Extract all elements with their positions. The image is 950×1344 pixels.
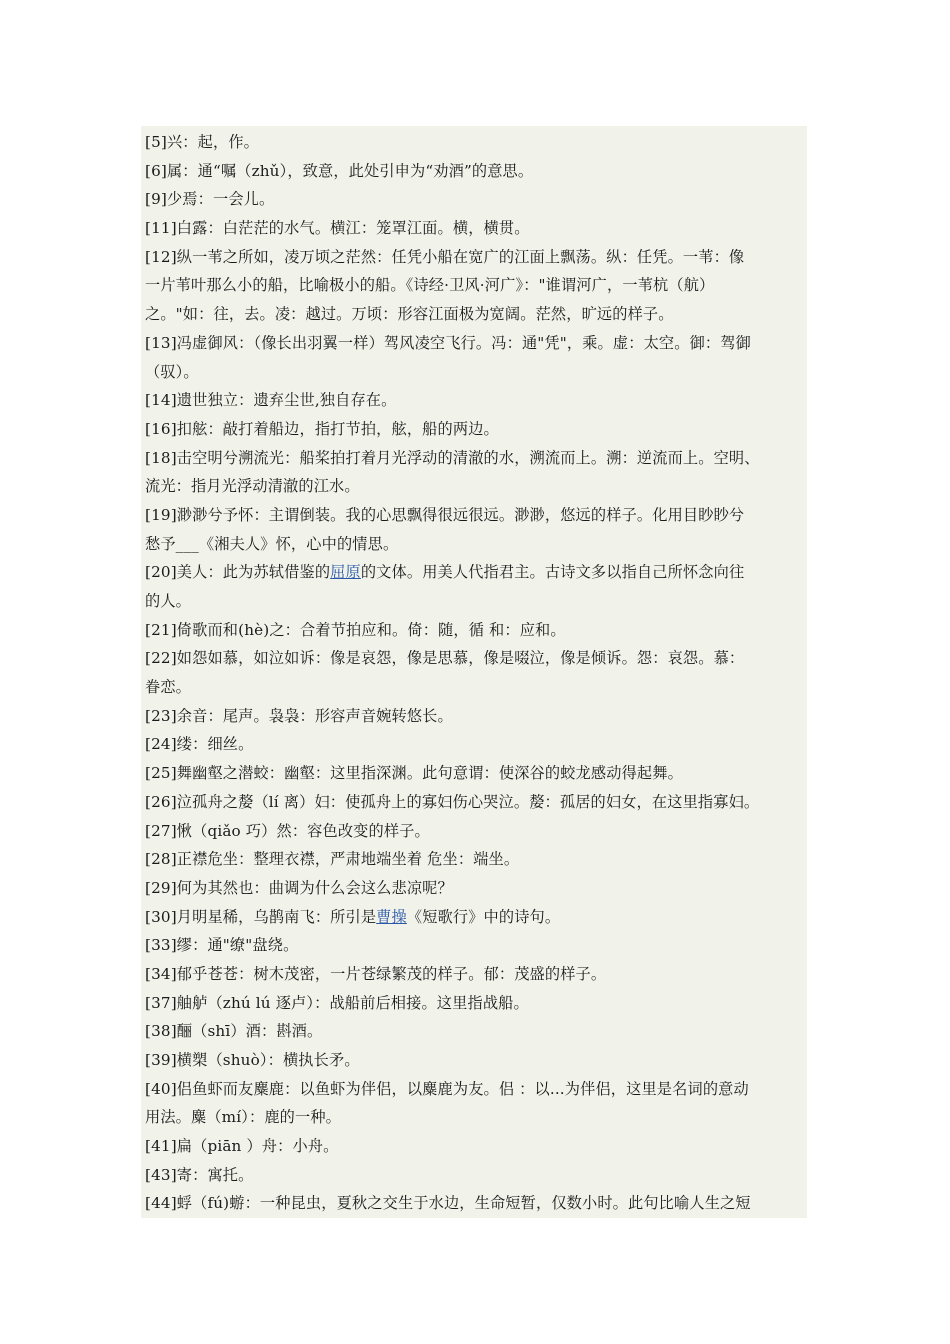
annotation-text: 之。"如：往，去。凌：越过。万顷：形容江面极为宽阔。茫然，旷远的样子。 [145, 305, 674, 324]
annotation-text: [20]美人：此为苏轼借鉴的 [145, 563, 331, 582]
annotation-text: 《短歌行》中的诗句。 [406, 907, 561, 926]
annotation-text: [23]余音：尾声。袅袅：形容声音婉转悠长。 [145, 706, 453, 725]
annotation-text: 的人。 [145, 592, 192, 610]
annotation-line [145, 157, 803, 186]
annotation-line [145, 358, 803, 387]
annotation-line [145, 386, 803, 415]
annotation-text: [6]属：通“嘱（zhǔ），致意，此处引申为“劝酒”的意思。 [145, 161, 534, 180]
annotation-link[interactable]: 屈原 [330, 563, 361, 582]
annotation-text: [27]愀（qiǎo 巧）然：容色改变的样子。 [145, 821, 430, 840]
annotation-panel [141, 126, 807, 1218]
annotation-line [145, 931, 803, 960]
annotation-text: [37]舳舻（zhú lú 逐卢）：战船前后相接。这里指战船。 [145, 993, 529, 1012]
annotation-text: [25]舞幽壑之潜蛟：幽壑：这里指深渊。此句意谓：使深谷的蛟龙感动得起舞。 [145, 764, 683, 783]
annotation-line [145, 1103, 803, 1132]
annotation-line [145, 1189, 803, 1218]
annotation-text: [43]寄：寓托。 [145, 1165, 254, 1184]
annotation-line [145, 444, 803, 473]
annotation-text: 流光：指月光浮动清澈的江水。 [145, 477, 360, 496]
annotation-text: [18]击空明兮溯流光：船桨拍打着月光浮动的清澈的水，溯流而上。溯：逆流而上。空明、 [145, 448, 760, 467]
annotation-text: 愁予___《湘夫人》怀，心中的情思。 [145, 534, 399, 553]
annotation-text: [22]如怨如慕，如泣如诉：像是哀怨，像是思慕，像是啜泣，像是倾诉。怨：哀怨。慕： [145, 649, 745, 668]
annotation-text: [9]少焉：一会儿。 [145, 190, 275, 209]
annotation-line [145, 300, 803, 329]
annotation-line [145, 185, 803, 214]
annotation-line [145, 558, 803, 587]
annotation-line [145, 530, 803, 559]
annotation-text: [30]月明星稀，乌鹊南飞：所引是 [145, 907, 377, 926]
annotation-line [145, 616, 803, 645]
annotation-line [145, 960, 803, 989]
annotation-line [145, 501, 803, 530]
annotation-line [145, 788, 803, 817]
annotation-text: [16]扣舷：敲打着船边，指打节拍，舷，船的两边。 [145, 419, 499, 438]
annotation-line [145, 874, 803, 903]
annotation-line [145, 329, 803, 358]
annotation-text: 用法。麋（mí）：鹿的一种。 [145, 1108, 342, 1127]
annotation-text: [33]缪：通"缭"盘绕。 [145, 936, 299, 955]
annotation-line [145, 271, 803, 300]
annotation-line [145, 1132, 803, 1161]
annotation-line [145, 903, 803, 932]
annotation-text: [28]正襟危坐：整理衣襟，严肃地端坐着 危坐：端坐。 [145, 850, 520, 869]
annotation-line [145, 243, 803, 272]
annotation-text: [21]倚歌而和(hè)之：合着节拍应和。倚：随，循 和：应和。 [145, 620, 566, 639]
annotation-text: [38]酾（shī）酒：斟酒。 [145, 1022, 323, 1041]
annotation-link[interactable]: 曹操 [376, 907, 407, 926]
annotation-line [145, 415, 803, 444]
annotation-text: [5]兴：起，作。 [145, 133, 259, 151]
annotation-line [145, 587, 803, 616]
annotation-text: 一片苇叶那么小的船，比喻极小的船。《诗经·卫风·河广》："谁谓河广，一苇杭（航） [145, 276, 715, 295]
annotation-text: [19]渺渺兮予怀：主谓倒装。我的心思飘得很远很远。渺渺，悠远的样子。化用目眇眇兮 [145, 505, 745, 524]
annotation-text: [29]何为其然也：曲调为什么会这么悲凉呢？ [145, 878, 453, 897]
annotation-line [145, 1017, 803, 1046]
annotation-text: 的文体。用美人代指君主。古诗文多以指自己所怀念向往 [360, 563, 745, 582]
annotation-line [145, 817, 803, 846]
annotation-text: [39]横槊（shuò）：横执长矛。 [145, 1051, 360, 1069]
annotation-line [145, 644, 803, 673]
annotation-line [145, 128, 803, 157]
annotation-text: [44]蜉（fú)蝣：一种昆虫，夏秋之交生于水边，生命短暂，仅数小时。此句比喻人生之短 [145, 1194, 751, 1213]
annotation-line [145, 989, 803, 1018]
annotation-text: 眷恋。 [145, 678, 192, 697]
annotation-line [145, 472, 803, 501]
annotation-line [145, 673, 803, 702]
annotation-line [145, 845, 803, 874]
annotation-line [145, 759, 803, 788]
annotation-line [145, 702, 803, 731]
annotation-text: （驭）。 [145, 362, 199, 381]
annotation-line [145, 730, 803, 759]
annotation-line [145, 214, 803, 243]
annotation-text: [34]郁乎苍苍：树木茂密，一片苍绿繁茂的样子。郁：茂盛的样子。 [145, 964, 607, 983]
annotation-line [145, 1161, 803, 1190]
annotation-line [145, 1046, 803, 1075]
annotation-text: [26]泣孤舟之嫠（lí 离）妇：使孤舟上的寡妇伤心哭泣。嫠：孤居的妇女，在这里指寡妇。 [145, 792, 760, 811]
annotation-text: [41]扁（piān ）舟：小舟。 [145, 1137, 339, 1156]
annotation-text: [12]纵一苇之所如，凌万顷之茫然：任凭小船在宽广的江面上飘荡。纵：任凭。一苇：像 [145, 247, 745, 266]
annotation-text: [13]冯虚御风：（像长出羽翼一样）驾风凌空飞行。冯：通"凭"，乘。虚：太空。御：驾御 [145, 333, 751, 352]
annotation-text: [11]白露：白茫茫的水气。横江：笼罩江面。横，横贯。 [145, 219, 530, 238]
annotation-text: [40]侣鱼虾而友麋鹿：以鱼虾为伴侣，以麋鹿为友。侣 ：以...为伴侣，这里是名词的意动 [145, 1079, 749, 1098]
annotation-line [145, 1075, 803, 1104]
annotation-text: [24]缕：细丝。 [145, 735, 254, 754]
annotation-text: [14]遗世独立：遗弃尘世,独自存在。 [145, 391, 397, 410]
